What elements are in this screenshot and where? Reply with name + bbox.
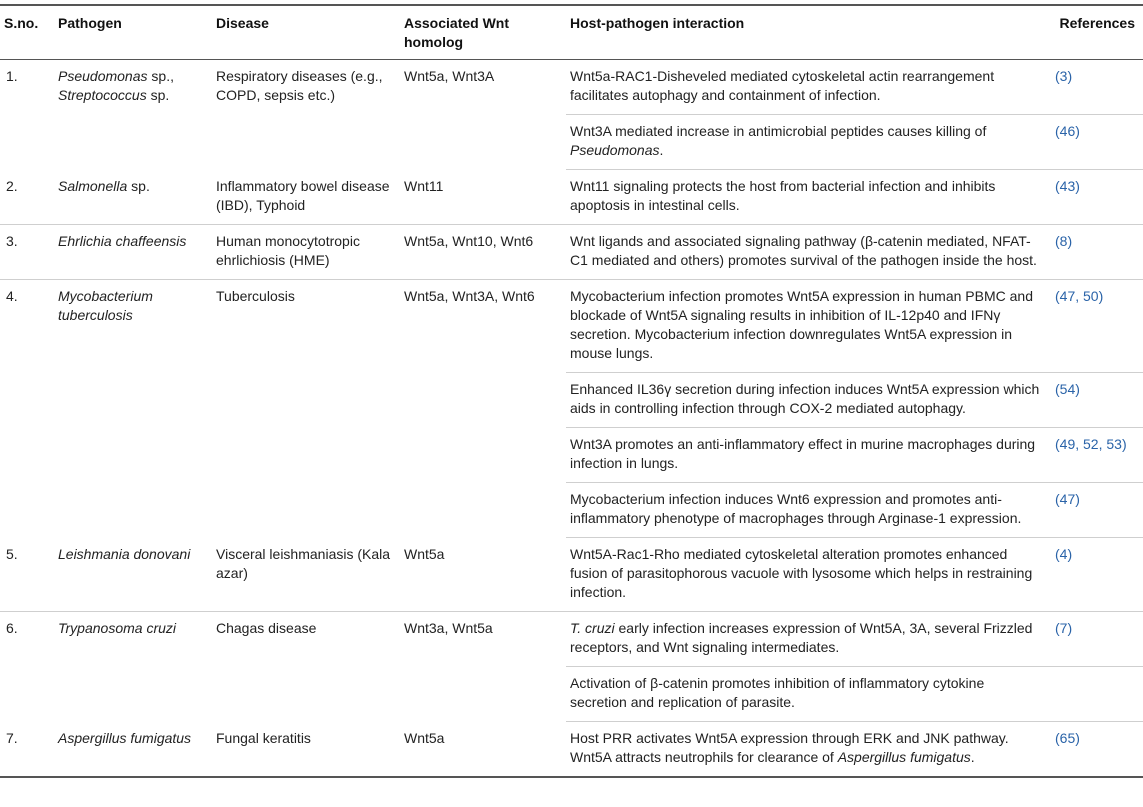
reference-cell: (49, 52, 53) xyxy=(1047,428,1143,483)
interaction-cell xyxy=(566,612,1047,667)
pathogen-wnt-table xyxy=(0,4,1143,778)
header-references: References xyxy=(1047,5,1143,60)
disease-cell: Respiratory diseases (e.g., COPD, sepsis etc.) xyxy=(216,68,383,103)
pathogen-cell: Mycobacterium tuberculosis xyxy=(58,288,153,323)
table-row xyxy=(0,722,1143,778)
disease-cell: Visceral leishmaniasis (Kala azar) xyxy=(212,538,400,612)
interaction-cell: Wnt5A-Rac1-Rho mediated cytoskeletal alteration promotes enhanced fusion of parasitophorous vacuole with lysosome which helps in restraining infection. xyxy=(566,538,1047,612)
table-row xyxy=(0,538,1143,612)
reference-cell: (4) xyxy=(1047,538,1143,612)
reference-cell: (65) xyxy=(1047,722,1143,778)
header-interaction: Host-pathogen interaction xyxy=(566,5,1047,60)
interaction-cell: Mycobacterium infection promotes Wnt5A expression in human PBMC and blockade of Wnt5A signaling results in inhibition of IL-12p40 and IFNγ secretion. Mycobacterium infection downregulates Wnt5A expression in mouse lungs. xyxy=(566,280,1047,373)
interaction-cell: Wnt11 signaling protects the host from bacterial infection and inhibits apoptosis in intestinal cells. xyxy=(566,170,1047,225)
interaction-cell xyxy=(566,722,1047,778)
homolog-cell: Wnt5a xyxy=(400,538,566,612)
sno-cell: 2. xyxy=(0,170,54,225)
interaction-cell: Wnt3A promotes an anti-inflammatory effect in murine macrophages during infection in lungs. xyxy=(566,428,1047,483)
header-row xyxy=(0,5,1143,60)
interaction-cell: Activation of β-catenin promotes inhibition of inflammatory cytokine secretion and replication of parasite. xyxy=(566,667,1047,722)
pathogen-name: Salmonella xyxy=(58,177,128,194)
table-row xyxy=(0,612,1143,667)
interaction-tail: . xyxy=(970,749,975,765)
disease-cell: Inflammatory bowel disease (IBD), Typhoid xyxy=(212,170,400,225)
interaction-cell: Wnt5a-RAC1-Disheveled mediated cytoskeletal actin rearrangement facilitates autophagy and containment of infection. xyxy=(566,60,1047,115)
interaction-cell: Mycobacterium infection induces Wnt6 expression and promotes anti-inflammatory phenotype of macrophages through Arginase-1 expression. xyxy=(566,483,1047,538)
sno-cell: 6. xyxy=(6,620,18,636)
reference-cell: (46) xyxy=(1047,115,1143,170)
pathogen-suffix: sp. xyxy=(146,87,170,103)
sno-cell: 5. xyxy=(0,538,54,612)
interaction-text: Wnt3A mediated increase in antimicrobial peptides causes killing of xyxy=(570,123,987,139)
pathogen-cell: Trypanosoma cruzi xyxy=(58,620,177,636)
pathogen-suffix: sp. xyxy=(127,177,150,194)
header-disease: Disease xyxy=(212,5,400,60)
pathogen-cell: Ehrlichia chaffeensis xyxy=(54,225,212,280)
pathogen-suffix: sp., xyxy=(147,68,174,84)
homolog-cell: Wnt5a, Wnt10, Wnt6 xyxy=(400,225,566,280)
disease-cell: Chagas disease xyxy=(216,620,317,636)
pathogen-name: Pseudomonas xyxy=(58,68,148,84)
table-row xyxy=(0,225,1143,280)
pathogen-name: Streptococcus xyxy=(58,87,147,103)
interaction-text: early infection increases expression of Wnt5A, 3A, several Frizzled receptors, and Wnt signaling intermediates. xyxy=(570,620,1033,655)
header-homolog: Associated Wnt homolog xyxy=(400,5,566,60)
reference-cell: (47, 50) xyxy=(1047,280,1143,373)
interaction-italic: T. cruzi xyxy=(570,620,615,636)
sno-cell: 1. xyxy=(6,68,18,84)
header-sno: S.no. xyxy=(0,5,54,60)
table-row xyxy=(0,170,1143,225)
table-row xyxy=(0,280,1143,373)
pathogen-cell: Aspergillus fumigatus xyxy=(54,722,212,778)
pathogen-cell xyxy=(54,170,212,225)
disease-cell: Tuberculosis xyxy=(216,288,295,304)
reference-cell: (43) xyxy=(1047,170,1143,225)
pathogen-cell xyxy=(54,60,212,170)
homolog-cell: Wnt11 xyxy=(400,170,566,225)
reference-cell: (54) xyxy=(1047,373,1143,428)
reference-cell xyxy=(1047,667,1143,722)
sno-cell: 4. xyxy=(6,288,18,304)
interaction-cell: Wnt ligands and associated signaling pathway (β-catenin mediated, NFAT-C1 mediated and others) promotes survival of the pathogen inside the host. xyxy=(566,225,1047,280)
pathogen-cell: Leishmania donovani xyxy=(54,538,212,612)
reference-cell: (3) xyxy=(1047,60,1143,115)
homolog-cell: Wnt5a, Wnt3A xyxy=(404,68,495,84)
reference-cell: (8) xyxy=(1047,225,1143,280)
header-pathogen: Pathogen xyxy=(54,5,212,60)
table-row xyxy=(0,60,1143,115)
reference-cell: (7) xyxy=(1047,612,1143,667)
reference-cell: (47) xyxy=(1047,483,1143,538)
sno-cell: 3. xyxy=(0,225,54,280)
homolog-cell: Wnt5a xyxy=(400,722,566,778)
homolog-cell: Wnt3a, Wnt5a xyxy=(404,620,493,636)
sno-cell: 7. xyxy=(0,722,54,778)
interaction-text: Host PRR activates Wnt5A expression through ERK and JNK pathway. Wnt5A attracts neutrophils for clearance of xyxy=(570,730,1009,765)
homolog-cell: Wnt5a, Wnt3A, Wnt6 xyxy=(404,288,535,304)
interaction-italic: Aspergillus fumigatus xyxy=(837,749,971,765)
interaction-italic: Pseudomonas xyxy=(570,142,660,158)
disease-cell: Human monocytotropic ehrlichiosis (HME) xyxy=(212,225,400,280)
interaction-tail: . xyxy=(659,142,664,158)
disease-cell: Fungal keratitis xyxy=(212,722,400,778)
interaction-cell: Enhanced IL36γ secretion during infection induces Wnt5A expression which aids in controlling infection through COX-2 mediated autophagy. xyxy=(566,373,1047,428)
interaction-cell xyxy=(566,115,1047,170)
